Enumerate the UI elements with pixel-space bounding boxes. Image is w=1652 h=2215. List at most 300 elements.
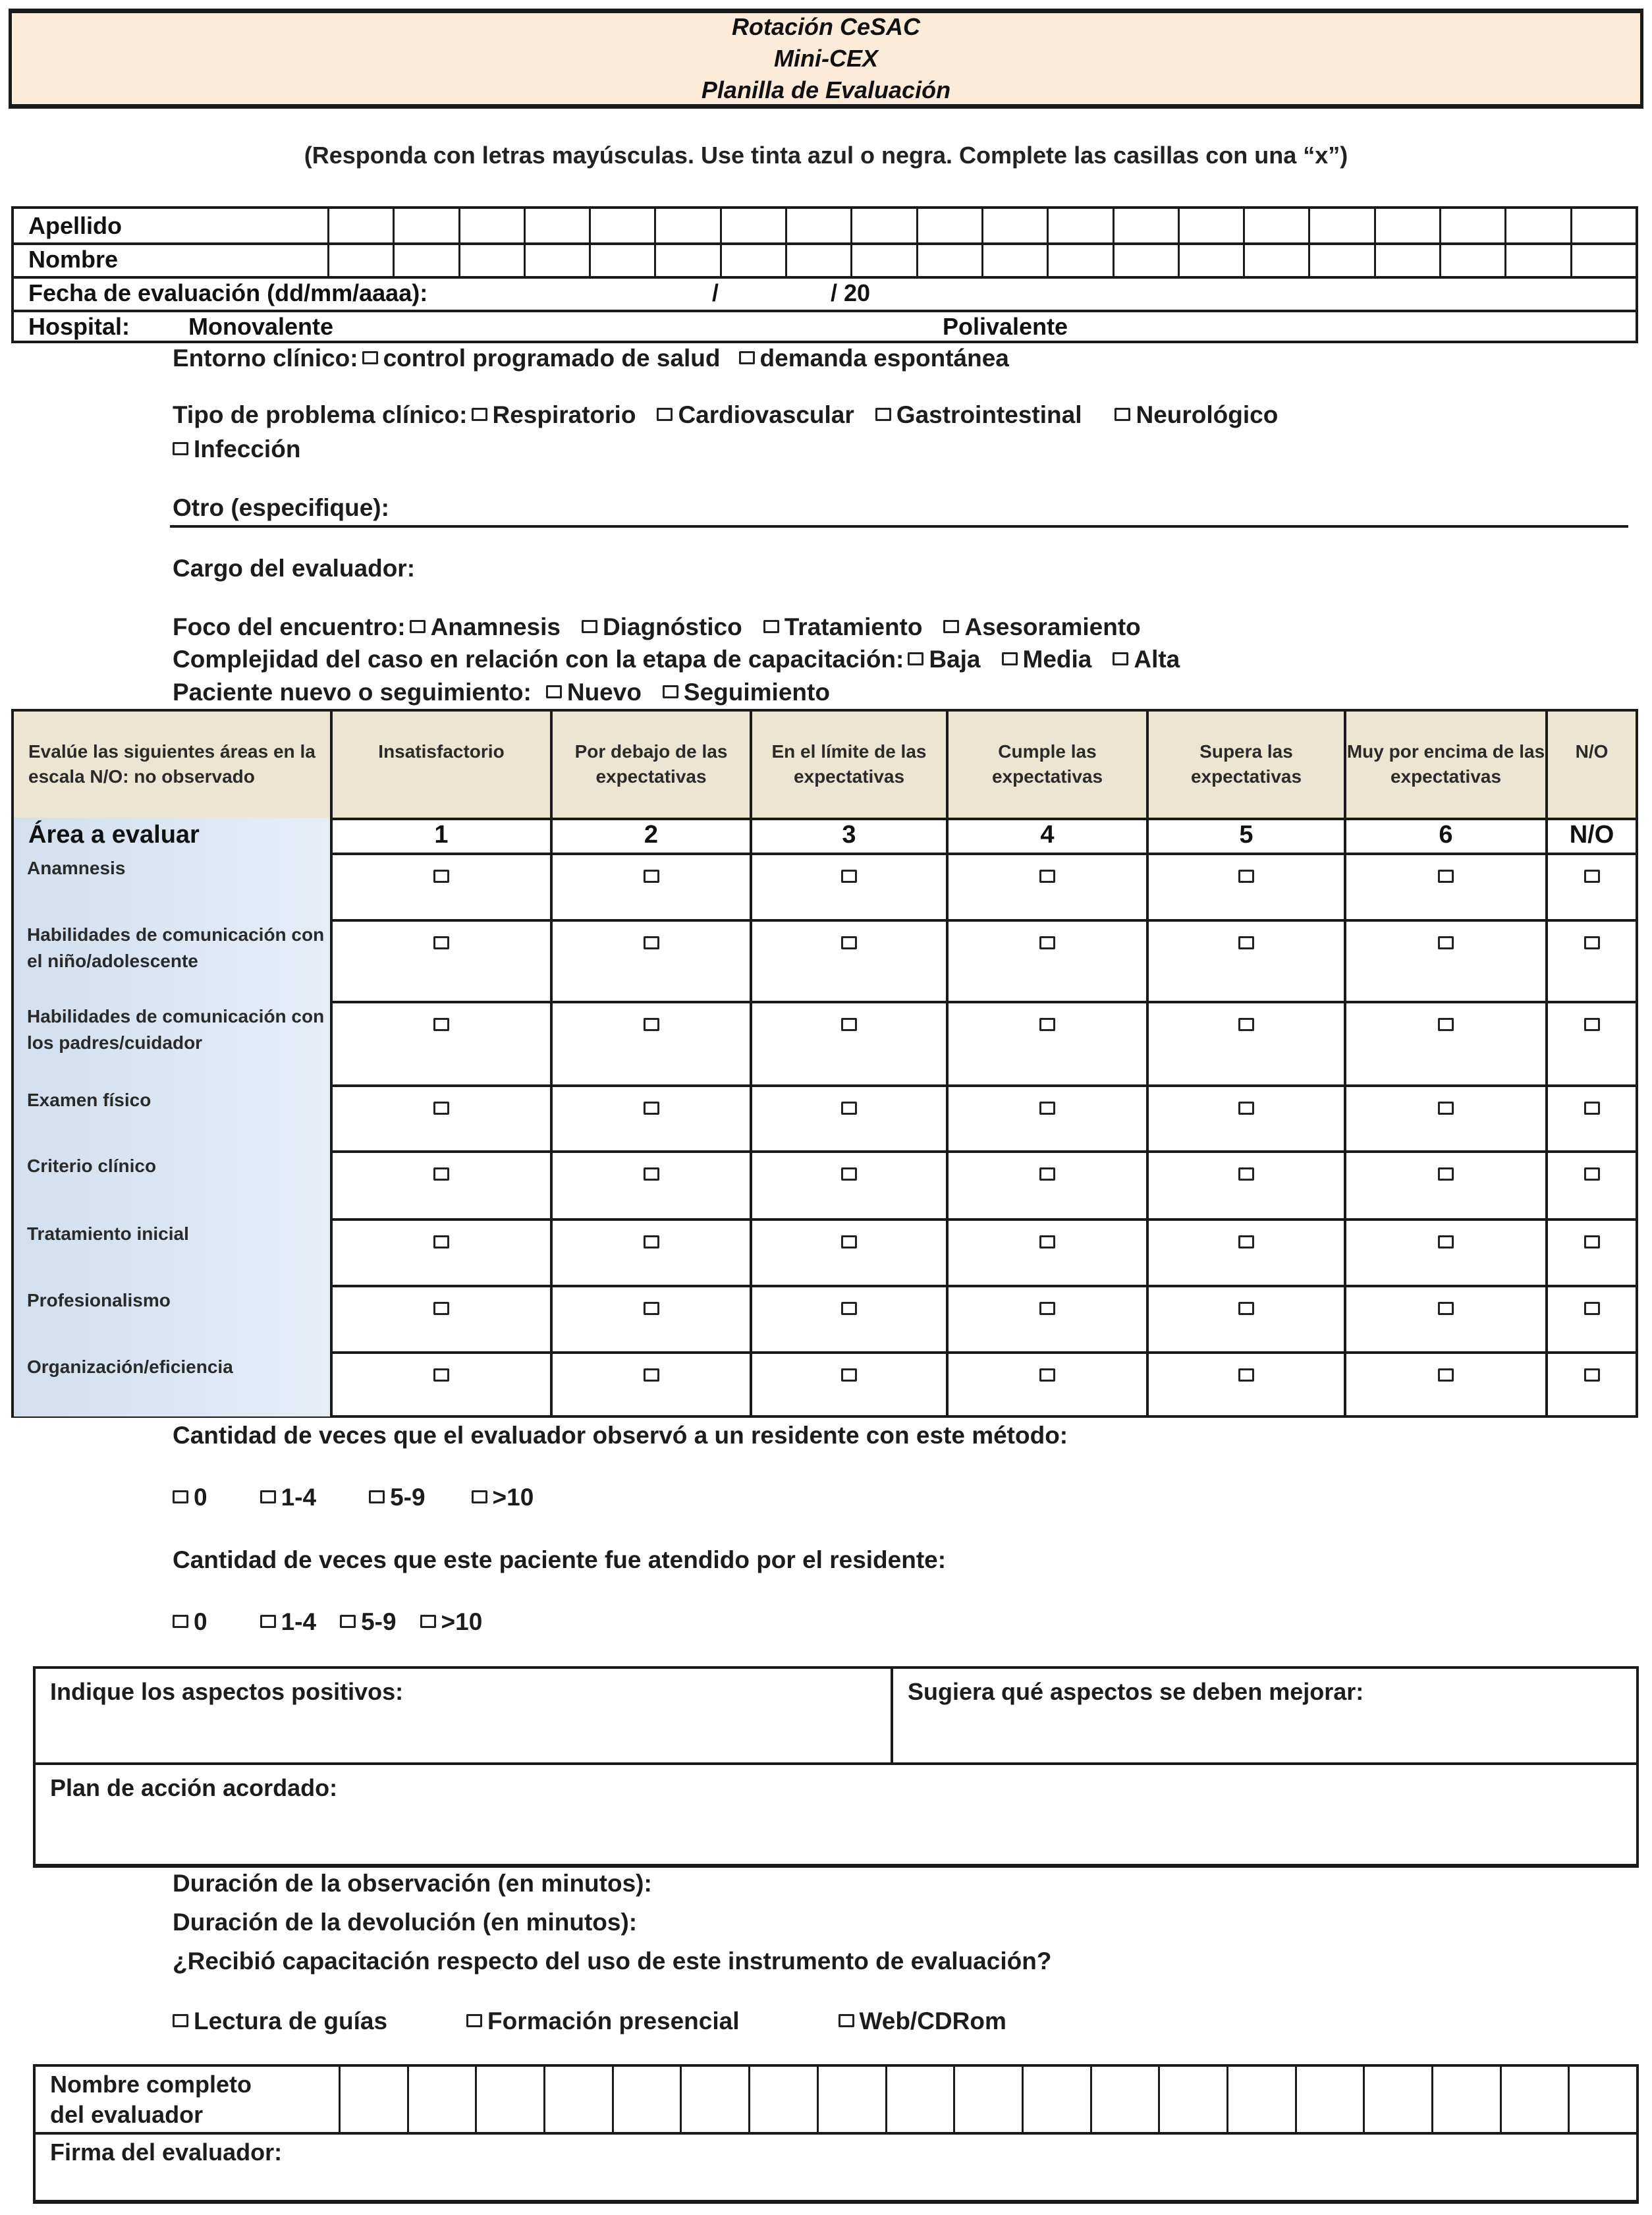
checkbox-icon[interactable]	[644, 1167, 659, 1181]
instructions-text: (Responda con letras mayúsculas. Use tinta azul o negra. Complete las casillas con una “x”)	[304, 142, 1348, 169]
checkbox-icon[interactable]	[1238, 1102, 1254, 1115]
otro-input-line[interactable]	[170, 525, 1628, 528]
rating-cell	[550, 1285, 750, 1351]
nombre-char-grid[interactable]	[327, 242, 1636, 276]
rating-cell	[550, 1150, 750, 1218]
checkbox-icon[interactable]	[644, 936, 659, 949]
rating-cell	[330, 1084, 550, 1150]
checkbox-icon[interactable]	[433, 1235, 449, 1248]
checkbox-icon[interactable]	[1584, 1018, 1600, 1031]
rating-cell	[1146, 1084, 1344, 1150]
evaluator-box	[33, 2064, 1639, 2204]
char-cell[interactable]	[1374, 242, 1439, 276]
checkbox-icon[interactable]	[1039, 1302, 1055, 1315]
evaluation-table	[11, 709, 1638, 1418]
rating-cell	[1545, 1285, 1636, 1351]
checkbox-icon[interactable]	[663, 685, 678, 698]
area-label: Anamnesis	[14, 853, 330, 919]
checkbox-icon[interactable]	[433, 870, 449, 883]
fecha-separator-1: /	[712, 279, 719, 306]
checkbox-icon[interactable]	[420, 1615, 436, 1628]
char-cell[interactable]	[981, 242, 1047, 276]
checkbox-icon[interactable]	[644, 1102, 659, 1115]
checkbox-icon[interactable]	[362, 351, 378, 364]
count-option: 1-4	[281, 1484, 317, 1511]
checkbox-icon[interactable]	[472, 1490, 487, 1503]
checkbox-icon[interactable]	[369, 1490, 385, 1503]
count-option: 0	[194, 1608, 207, 1635]
checkbox-icon[interactable]	[546, 685, 562, 698]
char-cell[interactable]	[1113, 242, 1178, 276]
rating-cell	[550, 1001, 750, 1084]
rating-cell	[330, 1285, 550, 1351]
problema-option: Gastrointestinal	[896, 401, 1082, 428]
checkbox-icon[interactable]	[433, 1167, 449, 1181]
scale-number: 5	[1146, 818, 1344, 853]
checkbox-icon[interactable]	[841, 1302, 857, 1315]
rating-cell	[330, 1150, 550, 1218]
checkbox-icon[interactable]	[1438, 1018, 1454, 1031]
char-cell[interactable]	[1570, 242, 1636, 276]
char-cell[interactable]	[916, 209, 981, 242]
char-cell[interactable]	[612, 2067, 680, 2132]
checkbox-icon[interactable]	[433, 1368, 449, 1382]
checkbox-icon[interactable]	[943, 620, 959, 633]
checkbox-icon[interactable]	[260, 1490, 276, 1503]
checkbox-icon[interactable]	[657, 408, 673, 421]
rating-cell	[750, 1285, 946, 1351]
checkbox-icon[interactable]	[260, 1615, 276, 1628]
observation-duration-label[interactable]: Duración de la observación (en minutos):	[173, 1870, 652, 1897]
training-option: Formación presencial	[487, 2007, 740, 2034]
area-label: Habilidades de comunicación con el niño/adolescente	[14, 919, 330, 1001]
checkbox-icon[interactable]	[433, 1302, 449, 1315]
rating-cell	[1344, 1218, 1545, 1285]
char-cell[interactable]	[680, 2067, 748, 2132]
rating-cell	[1545, 853, 1636, 919]
checkbox-icon[interactable]	[433, 1102, 449, 1115]
checkbox-icon[interactable]	[841, 1167, 857, 1181]
char-cell[interactable]	[524, 209, 589, 242]
checkbox-icon[interactable]	[1238, 1167, 1254, 1181]
checkbox-icon[interactable]	[644, 1235, 659, 1248]
identification-table	[11, 206, 1638, 343]
foco-line	[173, 613, 1141, 641]
checkbox-icon[interactable]	[1238, 1368, 1254, 1382]
rating-cell	[750, 853, 946, 919]
hospital-option-polivalente[interactable]: Polivalente	[943, 312, 1068, 340]
nombre-row	[14, 242, 1636, 279]
checkbox-icon[interactable]	[1438, 1102, 1454, 1115]
scale-instructions: Evalúe las siguientes áreas en la escala N/O: no observado	[14, 712, 330, 818]
foco-option: Asesoramiento	[964, 613, 1141, 640]
char-cell[interactable]	[916, 242, 981, 276]
rating-cell	[550, 919, 750, 1001]
char-cell[interactable]	[981, 209, 1047, 242]
checkbox-icon[interactable]	[173, 1490, 188, 1503]
column-header: Por debajo de las expectativas	[550, 712, 750, 818]
checkbox-icon[interactable]	[1238, 936, 1254, 949]
char-cell[interactable]	[327, 209, 393, 242]
rating-cell	[330, 1001, 550, 1084]
scale-number: 6	[1344, 818, 1545, 853]
checkbox-icon[interactable]	[582, 620, 597, 633]
evaluator-name-char-grid[interactable]	[339, 2067, 1636, 2132]
checkbox-icon[interactable]	[739, 351, 755, 364]
char-cell[interactable]	[543, 2067, 612, 2132]
char-cell[interactable]	[654, 242, 719, 276]
area-row	[14, 1084, 1636, 1153]
char-cell[interactable]	[589, 242, 654, 276]
rating-cell	[946, 1001, 1146, 1084]
rating-cell	[946, 1150, 1146, 1218]
checkbox-icon[interactable]	[841, 870, 857, 883]
area-label-header: Área a evaluar	[14, 818, 330, 853]
rating-cell	[1344, 1285, 1545, 1351]
column-header: N/O	[1545, 712, 1636, 818]
char-cell[interactable]	[654, 209, 719, 242]
positive-aspects-label: Indique los aspectos positivos:	[50, 1678, 404, 1705]
checkbox-icon[interactable]	[1039, 1368, 1055, 1382]
foco-option: Anamnesis	[430, 613, 561, 640]
checkbox-icon[interactable]	[433, 936, 449, 949]
observed-count-label: Cantidad de veces que el evaluador observó a un residente con este método:	[173, 1422, 1068, 1449]
rating-cell	[550, 1218, 750, 1285]
checkbox-icon[interactable]	[1584, 1102, 1600, 1115]
count-option: 5-9	[390, 1484, 426, 1511]
count-option: >10	[441, 1608, 483, 1635]
checkbox-icon[interactable]	[1115, 408, 1130, 421]
entorno-label: Entorno clínico:	[173, 345, 358, 372]
problema-line-2	[173, 435, 300, 463]
char-cell[interactable]	[817, 2067, 885, 2132]
checkbox-icon[interactable]	[841, 1018, 857, 1031]
char-cell[interactable]	[785, 242, 850, 276]
rating-cell	[330, 853, 550, 919]
complejidad-label: Complejidad del caso en relación con la etapa de capacitación:	[173, 646, 904, 673]
apellido-row	[14, 209, 1636, 245]
checkbox-icon[interactable]	[1039, 1235, 1055, 1248]
form-title-box	[9, 9, 1643, 109]
evaluation-header-row	[14, 712, 1636, 820]
training-question: ¿Recibió capacitación respecto del uso de este instrumento de evaluación?	[173, 1948, 1052, 1975]
entorno-line	[173, 345, 1009, 372]
char-cell[interactable]	[1243, 242, 1308, 276]
improve-aspects-field[interactable]	[893, 1669, 1636, 1765]
char-cell[interactable]	[1374, 209, 1439, 242]
checkbox-icon[interactable]	[841, 936, 857, 949]
checkbox-icon[interactable]	[644, 1302, 659, 1315]
char-cell[interactable]	[1439, 242, 1504, 276]
char-cell[interactable]	[1568, 2067, 1636, 2132]
char-cell[interactable]	[393, 209, 458, 242]
fecha-separator-2: / 20	[831, 279, 871, 306]
complejidad-line	[173, 646, 1180, 673]
char-cell[interactable]	[1047, 242, 1112, 276]
char-cell[interactable]	[393, 242, 458, 276]
attended-count-options	[173, 1608, 482, 1636]
rating-cell	[1146, 1001, 1344, 1084]
scale-number: 1	[330, 818, 550, 853]
problema-option: Cardiovascular	[678, 401, 854, 428]
rating-cell	[1146, 1351, 1344, 1416]
char-cell[interactable]	[1178, 209, 1243, 242]
title-line-1: Rotación CeSAC	[731, 13, 921, 40]
entorno-option: demanda espontánea	[759, 345, 1009, 372]
foco-label: Foco del encuentro:	[173, 613, 406, 640]
checkbox-icon[interactable]	[908, 652, 923, 665]
foco-option: Diagnóstico	[603, 613, 742, 640]
char-cell[interactable]	[1439, 209, 1504, 242]
checkbox-icon[interactable]	[1438, 1302, 1454, 1315]
rating-cell	[750, 919, 946, 1001]
improve-aspects-label: Sugiera qué aspectos se deben mejorar:	[908, 1678, 1364, 1705]
evaluator-name-row	[36, 2067, 1636, 2135]
checkbox-icon[interactable]	[1039, 870, 1055, 883]
char-cell[interactable]	[1504, 242, 1570, 276]
rating-cell	[946, 919, 1146, 1001]
checkbox-icon[interactable]	[1584, 1235, 1600, 1248]
char-cell[interactable]	[1243, 209, 1308, 242]
rating-cell	[1344, 1001, 1545, 1084]
checkbox-icon[interactable]	[1238, 1018, 1254, 1031]
signature-field[interactable]	[36, 2135, 1636, 2200]
checkbox-icon[interactable]	[1438, 1167, 1454, 1181]
char-cell[interactable]	[720, 209, 785, 242]
area-row	[14, 1285, 1636, 1354]
char-cell[interactable]	[1500, 2067, 1568, 2132]
checkbox-icon[interactable]	[1039, 1102, 1055, 1115]
char-cell[interactable]	[850, 209, 916, 242]
rating-cell	[1545, 919, 1636, 1001]
area-label: Organización/eficiencia	[14, 1351, 330, 1416]
area-row	[14, 919, 1636, 1003]
problema-option: Infección	[194, 435, 301, 463]
count-option: >10	[492, 1484, 534, 1511]
checkbox-icon[interactable]	[1438, 1235, 1454, 1248]
checkbox-icon[interactable]	[644, 1368, 659, 1382]
paciente-label: Paciente nuevo o seguimiento:	[173, 679, 532, 706]
rating-cell	[1545, 1218, 1636, 1285]
area-row	[14, 1351, 1636, 1416]
rating-cell	[946, 1351, 1146, 1416]
cargo-label[interactable]: Cargo del evaluador:	[173, 555, 416, 582]
area-label: Tratamiento inicial	[14, 1218, 330, 1285]
char-cell[interactable]	[1363, 2067, 1431, 2132]
checkbox-icon[interactable]	[1238, 1235, 1254, 1248]
char-cell[interactable]	[458, 209, 524, 242]
checkbox-icon[interactable]	[410, 620, 426, 633]
char-cell[interactable]	[953, 2067, 1022, 2132]
scale-number: 3	[750, 818, 946, 853]
count-option: 1-4	[281, 1608, 317, 1635]
positive-aspects-field[interactable]	[36, 1669, 893, 1765]
area-label: Examen físico	[14, 1084, 330, 1150]
rating-cell	[550, 1351, 750, 1416]
rating-cell	[1545, 1351, 1636, 1416]
problema-option: Respiratorio	[492, 401, 636, 428]
rating-cell	[1146, 1150, 1344, 1218]
rating-cell	[1344, 1150, 1545, 1218]
area-row	[14, 1218, 1636, 1287]
observed-count-options	[173, 1484, 534, 1511]
hospital-label: Hospital:	[28, 312, 130, 340]
problema-option: Neurológico	[1136, 401, 1279, 428]
complejidad-option: Alta	[1134, 646, 1180, 673]
action-plan-field[interactable]	[36, 1765, 1636, 1864]
checkbox-icon[interactable]	[1584, 936, 1600, 949]
char-cell[interactable]	[1113, 209, 1178, 242]
checkbox-icon[interactable]	[1039, 1167, 1055, 1181]
checkbox-icon[interactable]	[1238, 1302, 1254, 1315]
checkbox-icon[interactable]	[644, 870, 659, 883]
checkbox-icon[interactable]	[173, 442, 188, 455]
foco-option: Tratamiento	[784, 613, 923, 640]
paciente-option: Nuevo	[566, 679, 642, 706]
area-label: Profesionalismo	[14, 1285, 330, 1351]
hospital-option-monovalente[interactable]: Monovalente	[188, 312, 334, 340]
rating-cell	[750, 1150, 946, 1218]
title-line-2: Mini-CEX	[774, 45, 878, 72]
char-cell[interactable]	[1022, 2067, 1090, 2132]
scale-numbers-row	[14, 818, 1636, 855]
evaluator-name-label-line1: Nombre completo	[50, 2071, 252, 2098]
char-cell[interactable]	[524, 242, 589, 276]
char-cell[interactable]	[1308, 242, 1373, 276]
checkbox-icon[interactable]	[173, 2014, 188, 2027]
rating-cell	[1146, 1285, 1344, 1351]
checkbox-icon[interactable]	[1039, 936, 1055, 949]
checkbox-icon[interactable]	[472, 408, 487, 421]
checkbox-icon[interactable]	[841, 1368, 857, 1382]
signature-label: Firma del evaluador:	[50, 2139, 283, 2166]
rating-cell	[1545, 1084, 1636, 1150]
column-header: Cumple las expectativas	[946, 712, 1146, 818]
checkbox-icon[interactable]	[875, 408, 891, 421]
column-header: En el límite de las expectativas	[750, 712, 946, 818]
rating-cell	[550, 853, 750, 919]
checkbox-icon[interactable]	[839, 2014, 854, 2027]
checkbox-icon[interactable]	[1438, 870, 1454, 883]
otro-label: Otro (especifique):	[173, 494, 389, 521]
rating-cell	[1146, 919, 1344, 1001]
area-row	[14, 853, 1636, 922]
checkbox-icon[interactable]	[1584, 1368, 1600, 1382]
char-cell[interactable]	[785, 209, 850, 242]
paciente-option: Seguimiento	[683, 679, 830, 706]
char-cell[interactable]	[475, 2067, 543, 2132]
column-header: Insatisfactorio	[330, 712, 550, 818]
scale-number: N/O	[1545, 818, 1636, 853]
char-cell[interactable]	[748, 2067, 817, 2132]
char-cell[interactable]	[327, 242, 393, 276]
char-cell[interactable]	[1308, 209, 1373, 242]
checkbox-icon[interactable]	[1238, 870, 1254, 883]
char-cell[interactable]	[339, 2067, 407, 2132]
char-cell[interactable]	[1047, 209, 1112, 242]
rating-cell	[1344, 853, 1545, 919]
char-cell[interactable]	[458, 242, 524, 276]
checkbox-icon[interactable]	[763, 620, 779, 633]
rating-cell	[750, 1351, 946, 1416]
char-cell[interactable]	[1178, 242, 1243, 276]
rating-cell	[750, 1001, 946, 1084]
rating-cell	[1344, 919, 1545, 1001]
char-cell[interactable]	[720, 242, 785, 276]
rating-cell	[1545, 1150, 1636, 1218]
action-plan-label: Plan de acción acordado:	[50, 1774, 338, 1801]
hospital-row	[14, 310, 1636, 343]
attended-count-label: Cantidad de veces que este paciente fue atendido por el residente:	[173, 1546, 947, 1573]
rating-cell	[550, 1084, 750, 1150]
checkbox-icon[interactable]	[841, 1235, 857, 1248]
char-cell[interactable]	[850, 242, 916, 276]
checkbox-icon[interactable]	[1584, 870, 1600, 883]
area-label: Criterio clínico	[14, 1150, 330, 1218]
complejidad-option: Media	[1022, 646, 1092, 673]
char-cell[interactable]	[407, 2067, 476, 2132]
column-header: Muy por encima de las expectativas	[1344, 712, 1545, 818]
checkbox-icon[interactable]	[466, 2014, 482, 2027]
feedback-duration-label[interactable]: Duración de la devolución (en minutos):	[173, 1909, 638, 1936]
char-cell[interactable]	[589, 209, 654, 242]
training-option: Lectura de guías	[194, 2007, 388, 2034]
title-line-3: Planilla de Evaluación	[701, 76, 951, 103]
checkbox-icon[interactable]	[1584, 1167, 1600, 1181]
count-option: 0	[194, 1484, 207, 1511]
area-row	[14, 1001, 1636, 1087]
checkbox-icon[interactable]	[644, 1018, 659, 1031]
checkbox-icon[interactable]	[1438, 936, 1454, 949]
fecha-row[interactable]	[14, 276, 1636, 312]
rating-cell	[330, 1218, 550, 1285]
rating-cell	[330, 1351, 550, 1416]
char-cell[interactable]	[885, 2067, 954, 2132]
checkbox-icon[interactable]	[1002, 652, 1018, 665]
checkbox-icon[interactable]	[433, 1018, 449, 1031]
char-cell[interactable]	[1090, 2067, 1159, 2132]
rating-cell	[1344, 1351, 1545, 1416]
checkbox-icon[interactable]	[841, 1102, 857, 1115]
char-cell[interactable]	[1295, 2067, 1363, 2132]
rating-cell	[1344, 1084, 1545, 1150]
training-option: Web/CDRom	[859, 2007, 1006, 2034]
rating-cell	[946, 1084, 1146, 1150]
problema-line	[173, 401, 1278, 429]
char-cell[interactable]	[1226, 2067, 1295, 2132]
apellido-char-grid[interactable]	[327, 209, 1636, 242]
column-header: Supera las expectativas	[1146, 712, 1344, 818]
char-cell[interactable]	[1431, 2067, 1500, 2132]
evaluator-name-label	[50, 2069, 252, 2130]
char-cell[interactable]	[1158, 2067, 1226, 2132]
checkbox-icon[interactable]	[1113, 652, 1128, 665]
checkbox-icon[interactable]	[173, 1615, 188, 1628]
char-cell[interactable]	[1570, 209, 1636, 242]
checkbox-icon[interactable]	[1039, 1018, 1055, 1031]
scale-number: 2	[550, 818, 750, 853]
checkbox-icon[interactable]	[340, 1615, 356, 1628]
complejidad-option: Baja	[929, 646, 981, 673]
rating-cell	[946, 853, 1146, 919]
scale-number: 4	[946, 818, 1146, 853]
checkbox-icon[interactable]	[1584, 1302, 1600, 1315]
count-option: 5-9	[361, 1608, 397, 1635]
nombre-label: Nombre	[28, 245, 119, 273]
char-cell[interactable]	[1504, 209, 1570, 242]
problema-label: Tipo de problema clínico:	[173, 401, 468, 428]
checkbox-icon[interactable]	[1438, 1368, 1454, 1382]
